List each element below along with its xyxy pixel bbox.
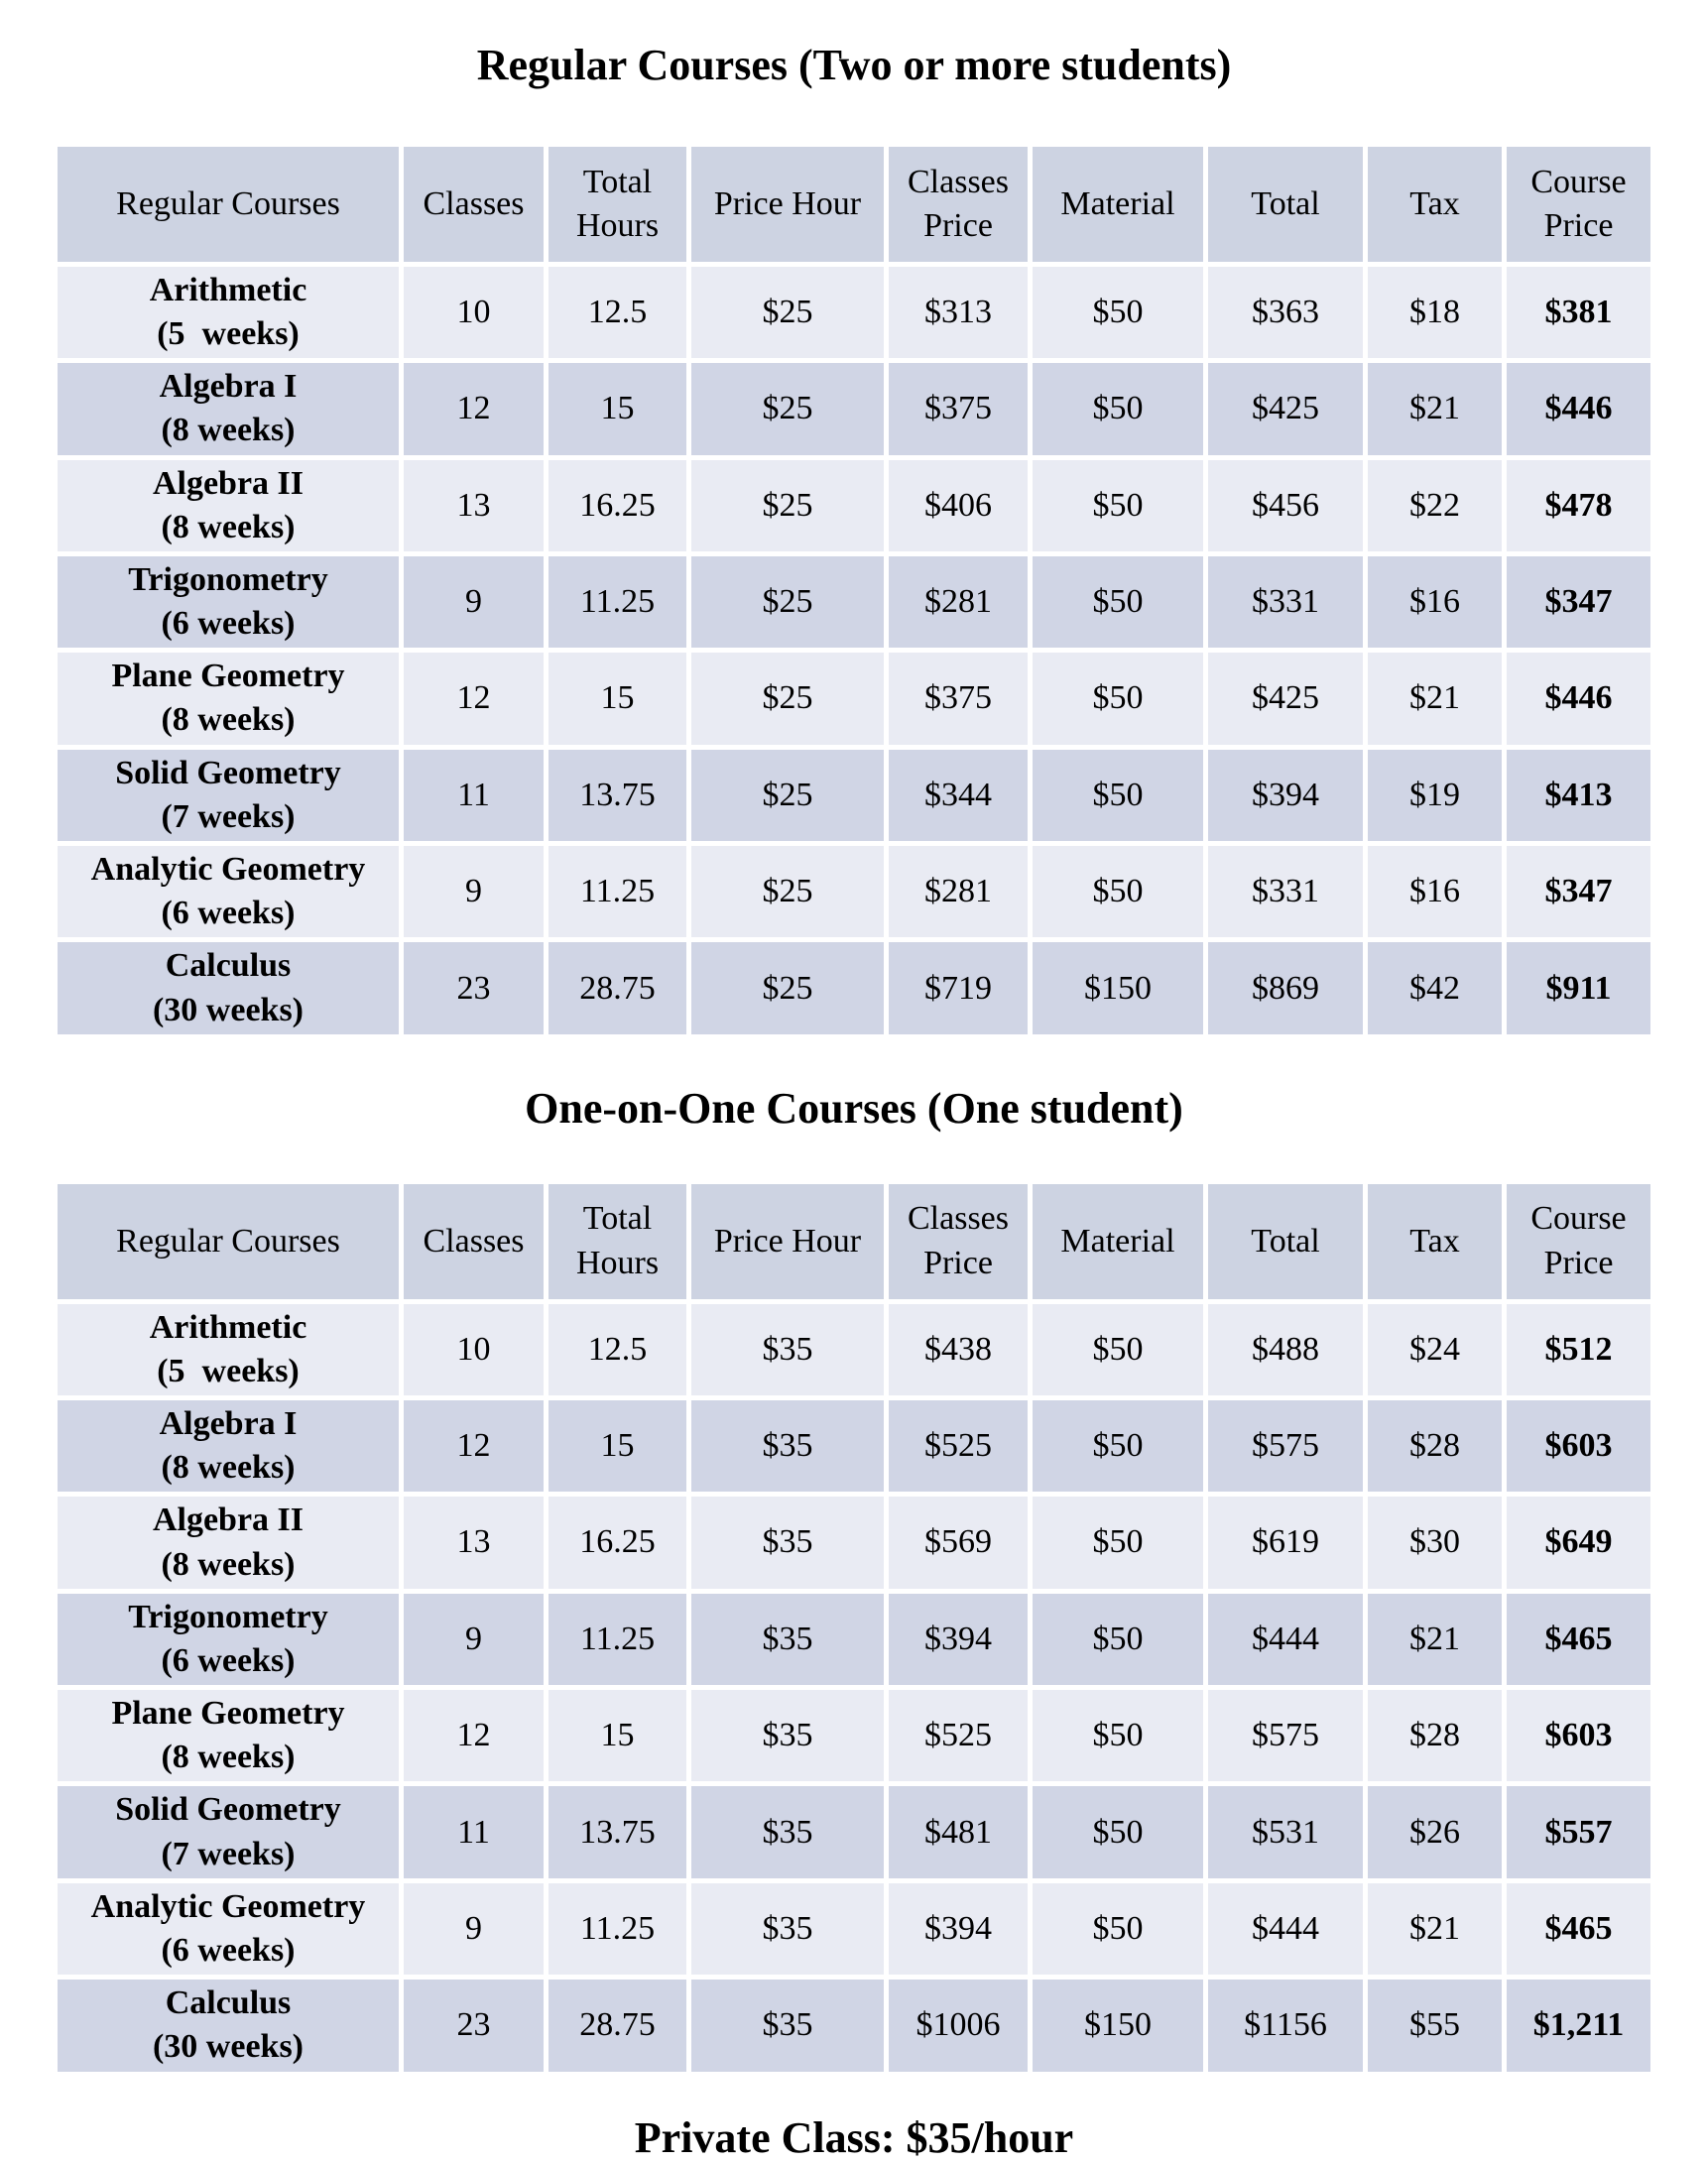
course-name: Arithmetic — [149, 271, 307, 308]
material-cell: $50 — [1033, 267, 1203, 358]
header-row — [58, 147, 1650, 262]
classes-cell: 9 — [404, 846, 544, 937]
column-header: Total — [1208, 1184, 1363, 1299]
course-duration: (5 weeks) — [157, 1352, 300, 1389]
material-cell: $50 — [1033, 460, 1203, 551]
course-name: Plane Geometry — [111, 658, 345, 695]
regular-courses-table — [53, 142, 1655, 1039]
private-class-note: Private Class: $35/hour — [634, 2112, 1074, 2162]
classes-price-cell: $569 — [889, 1497, 1028, 1588]
course-duration: (6 weeks) — [161, 605, 296, 643]
course-cell — [58, 363, 399, 454]
tax-cell: $18 — [1368, 267, 1502, 358]
table-row — [58, 1883, 1650, 1975]
total-cell: $425 — [1208, 363, 1363, 454]
table-row — [58, 1594, 1650, 1685]
course-name: Analytic Geometry — [90, 851, 366, 889]
material-cell: $50 — [1033, 846, 1203, 937]
course-duration: (5 weeks) — [157, 314, 300, 352]
classes-price-cell: $394 — [889, 1883, 1028, 1975]
classes-cell: 23 — [404, 1980, 544, 2071]
course-cell — [58, 1594, 399, 1685]
total-hours-cell: 11.25 — [549, 556, 686, 648]
course-price-cell: $911 — [1507, 942, 1650, 1033]
price-hour-cell: $35 — [691, 1400, 884, 1492]
course-price-cell: $512 — [1507, 1304, 1650, 1395]
material-cell: $50 — [1033, 653, 1203, 744]
total-cell: $1156 — [1208, 1980, 1363, 2071]
total-cell: $444 — [1208, 1594, 1363, 1685]
course-name: Solid Geometry — [115, 754, 341, 791]
course-price-cell: $465 — [1507, 1883, 1650, 1975]
classes-cell: 11 — [404, 1786, 544, 1877]
classes-price-cell: $344 — [889, 750, 1028, 841]
course-duration: (6 weeks) — [161, 1932, 296, 1970]
classes-cell: 9 — [404, 1594, 544, 1685]
table-row — [58, 750, 1650, 841]
classes-price-cell: $313 — [889, 267, 1028, 358]
material-cell: $50 — [1033, 1400, 1203, 1492]
total-cell: $575 — [1208, 1690, 1363, 1781]
course-price-cell: $465 — [1507, 1594, 1650, 1685]
course-cell — [58, 460, 399, 551]
table-row — [58, 1690, 1650, 1781]
material-cell: $50 — [1033, 1594, 1203, 1685]
total-hours-cell: 15 — [549, 1690, 686, 1781]
column-header: Course Price — [1507, 147, 1650, 262]
column-header: Classes Price — [889, 1184, 1028, 1299]
total-hours-cell: 16.25 — [549, 1497, 686, 1588]
course-cell — [58, 846, 399, 937]
course-cell — [58, 942, 399, 1033]
regular-courses-title: Regular Courses (Two or more students) — [476, 41, 1232, 89]
tax-cell: $21 — [1368, 653, 1502, 744]
course-duration: (6 weeks) — [161, 895, 296, 932]
price-hour-cell: $35 — [691, 1980, 884, 2071]
price-hour-cell: $25 — [691, 460, 884, 551]
material-cell: $50 — [1033, 1883, 1203, 1975]
total-hours-cell: 15 — [549, 653, 686, 744]
total-hours-cell: 15 — [549, 1400, 686, 1492]
total-hours-cell: 28.75 — [549, 942, 686, 1033]
tax-cell: $42 — [1368, 942, 1502, 1033]
column-header: Classes — [404, 1184, 544, 1299]
course-duration: (8 weeks) — [161, 1545, 296, 1583]
classes-price-cell: $281 — [889, 846, 1028, 937]
price-hour-cell: $25 — [691, 556, 884, 648]
column-header: Regular Courses — [58, 1184, 399, 1299]
total-cell: $394 — [1208, 750, 1363, 841]
price-hour-cell: $35 — [691, 1883, 884, 1975]
total-cell: $331 — [1208, 556, 1363, 648]
course-price-cell: $413 — [1507, 750, 1650, 841]
course-cell — [58, 267, 399, 358]
total-cell: $488 — [1208, 1304, 1363, 1395]
tax-cell: $19 — [1368, 750, 1502, 841]
column-header: Course Price — [1507, 1184, 1650, 1299]
total-cell: $331 — [1208, 846, 1363, 937]
classes-cell: 10 — [404, 1304, 544, 1395]
tax-cell: $55 — [1368, 1980, 1502, 2071]
course-cell — [58, 653, 399, 744]
table-row — [58, 942, 1650, 1033]
material-cell: $50 — [1033, 556, 1203, 648]
material-cell: $50 — [1033, 750, 1203, 841]
course-duration: (30 weeks) — [152, 991, 305, 1028]
tax-cell: $22 — [1368, 460, 1502, 551]
material-cell: $50 — [1033, 1786, 1203, 1877]
course-price-cell: $1,211 — [1507, 1980, 1650, 2071]
course-price-cell: $347 — [1507, 556, 1650, 648]
course-name: Calculus — [165, 1984, 292, 2022]
tax-cell: $28 — [1368, 1400, 1502, 1492]
classes-price-cell: $1006 — [889, 1980, 1028, 2071]
price-hour-cell: $25 — [691, 942, 884, 1033]
column-header: Tax — [1368, 1184, 1502, 1299]
course-name: Algebra II — [152, 464, 305, 502]
course-price-cell: $478 — [1507, 460, 1650, 551]
course-duration: (8 weeks) — [161, 1739, 296, 1776]
course-name: Analytic Geometry — [90, 1887, 366, 1925]
column-header: Material — [1033, 1184, 1203, 1299]
course-duration: (7 weeks) — [161, 1835, 296, 1872]
course-name: Plane Geometry — [111, 1695, 345, 1733]
table-row — [58, 1304, 1650, 1395]
tax-cell: $16 — [1368, 846, 1502, 937]
material-cell: $50 — [1033, 1690, 1203, 1781]
column-header: Tax — [1368, 147, 1502, 262]
course-name: Calculus — [165, 947, 292, 985]
course-name: Trigonometry — [128, 1598, 328, 1635]
classes-cell: 13 — [404, 460, 544, 551]
total-cell: $444 — [1208, 1883, 1363, 1975]
course-name: Algebra II — [152, 1502, 305, 1539]
total-cell: $531 — [1208, 1786, 1363, 1877]
total-hours-cell: 12.5 — [549, 1304, 686, 1395]
header-row — [58, 1184, 1650, 1299]
tax-cell: $28 — [1368, 1690, 1502, 1781]
column-header: Regular Courses — [58, 147, 399, 262]
material-cell: $150 — [1033, 1980, 1203, 2071]
price-hour-cell: $25 — [691, 363, 884, 454]
total-cell: $869 — [1208, 942, 1363, 1033]
price-hour-cell: $25 — [691, 653, 884, 744]
total-cell: $425 — [1208, 653, 1363, 744]
course-price-cell: $603 — [1507, 1400, 1650, 1492]
material-cell: $50 — [1033, 363, 1203, 454]
table-row — [58, 1786, 1650, 1877]
course-cell — [58, 1400, 399, 1492]
material-cell: $50 — [1033, 1304, 1203, 1395]
price-hour-cell: $35 — [691, 1497, 884, 1588]
total-cell: $575 — [1208, 1400, 1363, 1492]
price-hour-cell: $25 — [691, 846, 884, 937]
classes-cell: 13 — [404, 1497, 544, 1588]
course-duration: (6 weeks) — [161, 1641, 296, 1679]
tax-cell: $26 — [1368, 1786, 1502, 1877]
course-cell — [58, 1497, 399, 1588]
column-header: Total Hours — [549, 147, 686, 262]
tax-cell: $30 — [1368, 1497, 1502, 1588]
total-hours-cell: 15 — [549, 363, 686, 454]
course-cell — [58, 1883, 399, 1975]
price-hour-cell: $35 — [691, 1690, 884, 1781]
total-hours-cell: 11.25 — [549, 846, 686, 937]
one-on-one-courses-table — [53, 1179, 1655, 2077]
course-cell — [58, 1786, 399, 1877]
classes-price-cell: $281 — [889, 556, 1028, 648]
table-row — [58, 363, 1650, 454]
course-name: Algebra I — [159, 1404, 298, 1442]
price-hour-cell: $35 — [691, 1594, 884, 1685]
tax-cell: $21 — [1368, 363, 1502, 454]
course-duration: (8 weeks) — [161, 1449, 296, 1487]
table-row — [58, 1400, 1650, 1492]
one-on-one-courses-title: One-on-One Courses (One student) — [525, 1083, 1183, 1133]
course-name: Algebra I — [159, 368, 298, 406]
course-cell — [58, 750, 399, 841]
classes-cell: 23 — [404, 942, 544, 1033]
course-cell — [58, 1980, 399, 2071]
column-header: Price Hour — [691, 147, 884, 262]
total-cell: $363 — [1208, 267, 1363, 358]
classes-price-cell: $719 — [889, 942, 1028, 1033]
total-cell: $619 — [1208, 1497, 1363, 1588]
table-row — [58, 267, 1650, 358]
classes-cell: 9 — [404, 1883, 544, 1975]
classes-price-cell: $394 — [889, 1594, 1028, 1685]
column-header: Material — [1033, 147, 1203, 262]
material-cell: $50 — [1033, 1497, 1203, 1588]
course-name: Trigonometry — [128, 560, 328, 598]
tax-cell: $21 — [1368, 1594, 1502, 1685]
column-header: Price Hour — [691, 1184, 884, 1299]
tax-cell: $24 — [1368, 1304, 1502, 1395]
table-row — [58, 1980, 1650, 2071]
course-name: Arithmetic — [149, 1308, 307, 1346]
classes-cell: 12 — [404, 1400, 544, 1492]
classes-price-cell: $406 — [889, 460, 1028, 551]
total-hours-cell: 13.75 — [549, 750, 686, 841]
table-row — [58, 1497, 1650, 1588]
classes-price-cell: $481 — [889, 1786, 1028, 1877]
course-duration: (8 weeks) — [161, 701, 296, 739]
price-hour-cell: $35 — [691, 1786, 884, 1877]
table-row — [58, 653, 1650, 744]
column-header: Classes Price — [889, 147, 1028, 262]
classes-price-cell: $525 — [889, 1400, 1028, 1492]
price-hour-cell: $35 — [691, 1304, 884, 1395]
course-duration: (8 weeks) — [161, 412, 296, 449]
column-header: Total Hours — [549, 1184, 686, 1299]
tax-cell: $16 — [1368, 556, 1502, 648]
course-price-cell: $603 — [1507, 1690, 1650, 1781]
classes-price-cell: $525 — [889, 1690, 1028, 1781]
table-row — [58, 846, 1650, 937]
course-name: Solid Geometry — [115, 1791, 341, 1829]
classes-cell: 12 — [404, 653, 544, 744]
course-cell — [58, 1304, 399, 1395]
classes-cell: 12 — [404, 1690, 544, 1781]
total-hours-cell: 11.25 — [549, 1883, 686, 1975]
classes-price-cell: $375 — [889, 653, 1028, 744]
course-duration: (30 weeks) — [152, 2028, 305, 2066]
course-price-cell: $557 — [1507, 1786, 1650, 1877]
classes-price-cell: $438 — [889, 1304, 1028, 1395]
table-row — [58, 460, 1650, 551]
course-cell — [58, 1690, 399, 1781]
course-duration: (8 weeks) — [161, 508, 296, 545]
price-hour-cell: $25 — [691, 267, 884, 358]
total-hours-cell: 11.25 — [549, 1594, 686, 1685]
course-price-cell: $381 — [1507, 267, 1650, 358]
classes-cell: 10 — [404, 267, 544, 358]
course-duration: (7 weeks) — [161, 797, 296, 835]
classes-cell: 12 — [404, 363, 544, 454]
classes-cell: 9 — [404, 556, 544, 648]
course-price-cell: $649 — [1507, 1497, 1650, 1588]
material-cell: $150 — [1033, 942, 1203, 1033]
classes-cell: 11 — [404, 750, 544, 841]
course-price-cell: $446 — [1507, 363, 1650, 454]
total-hours-cell: 12.5 — [549, 267, 686, 358]
table-row — [58, 556, 1650, 648]
price-hour-cell: $25 — [691, 750, 884, 841]
column-header: Total — [1208, 147, 1363, 262]
course-cell — [58, 556, 399, 648]
column-header: Classes — [404, 147, 544, 262]
course-price-cell: $446 — [1507, 653, 1650, 744]
total-cell: $456 — [1208, 460, 1363, 551]
course-price-cell: $347 — [1507, 846, 1650, 937]
total-hours-cell: 13.75 — [549, 1786, 686, 1877]
total-hours-cell: 28.75 — [549, 1980, 686, 2071]
classes-price-cell: $375 — [889, 363, 1028, 454]
total-hours-cell: 16.25 — [549, 460, 686, 551]
tax-cell: $21 — [1368, 1883, 1502, 1975]
